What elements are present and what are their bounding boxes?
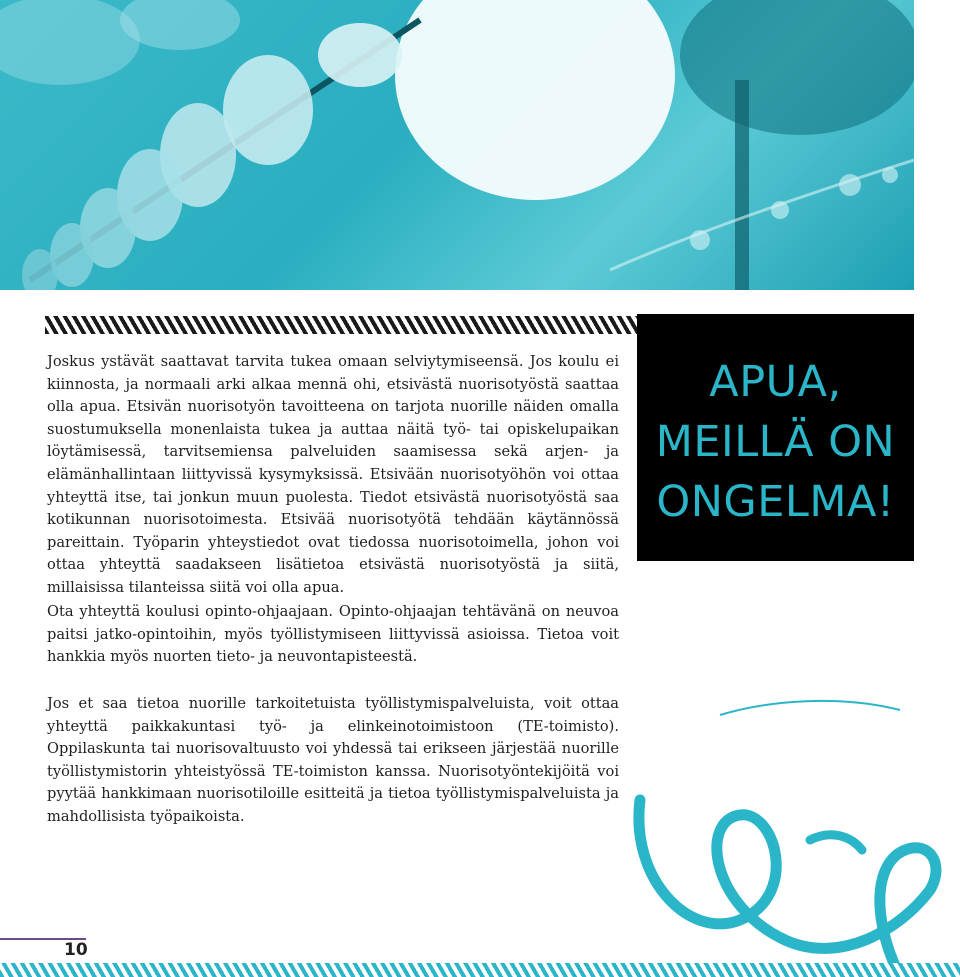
hero-illustration (0, 0, 914, 290)
paragraph-etsiva-nuorisotyo: Joskus ystävät saattavat tarvita tukea omaan selviytymiseensä. Jos koulu ei kiinnosta, ja normaali arki alkaa mennä ohi, etsivästä nuorisotyöstä saattaa olla apua. Etsivän nuorisotyön tavoitteena on tarjota nuorille näiden omalla suostumuksella monenlaista tukea ja auttaa näitä työ- tai opiskelupaikan löytämisessä, tarvitsemiensa palveluiden saamisessa sekä arjen- ja elämänhallintaan liittyvissä kysymyksissä. Etsivään nuorisotyöhön voi ottaa yhteyttä itse, tai jonkun muun puolesta. Tiedot etsivästä nuorisotyöstä saa kotikunnan nuorisotoimesta. Etsivää nuorisotyötä tehdään käytännössä pareittain. Työparin yhteystiedot ovat tiedossa nuorisotoimella, johon voi ottaa yhteyttä saadakseen lisätietoa etsivästä nuorisotyöstä ja siitä, millaisissa tilanteissa siitä voi olla apua. (47, 353, 619, 596)
swirl-decoration (600, 690, 960, 977)
paragraph-te-toimisto: Jos et saa tietoa nuorille tarkoitetuista työllistymispalveluista, voit ottaa yhteyttä paikkakuntasi työ- ja elinkeinotoimistoon (TE-toimisto). Oppilaskunta tai nuorisovaltuusto voi yhdessä tai erikseen järjestää nuorille työllistymistorin yhteistyössä TE-toimiston kanssa. Nuorisotyöntekijöitä voi pyytää hankkimaan nuorisotiloille esitteitä ja tietoa työllistymispalveluista ja mahdollisista työpaikoista. (47, 695, 619, 825)
headline-line-3: ONGELMA! (656, 477, 895, 527)
hatched-band (45, 316, 640, 334)
page-number: 10 (64, 940, 88, 960)
headline (637, 352, 914, 532)
headline-line-2: MEILLÄ ON (655, 417, 896, 467)
headline-line-1: APUA, (709, 357, 842, 407)
paragraph-opinto-ohjaaja: Ota yhteyttä koulusi opinto-ohjaajaan. Opinto-ohjaajan tehtävänä on neuvoa paitsi jatko-opintoihin, myös työllistymiseen liittyvissä asioissa. Tietoa voit hankkia myös nuorten tieto- ja neuvontapisteestä. (47, 603, 619, 666)
bottom-hatched-band (0, 963, 960, 977)
hero-photo (0, 0, 914, 290)
